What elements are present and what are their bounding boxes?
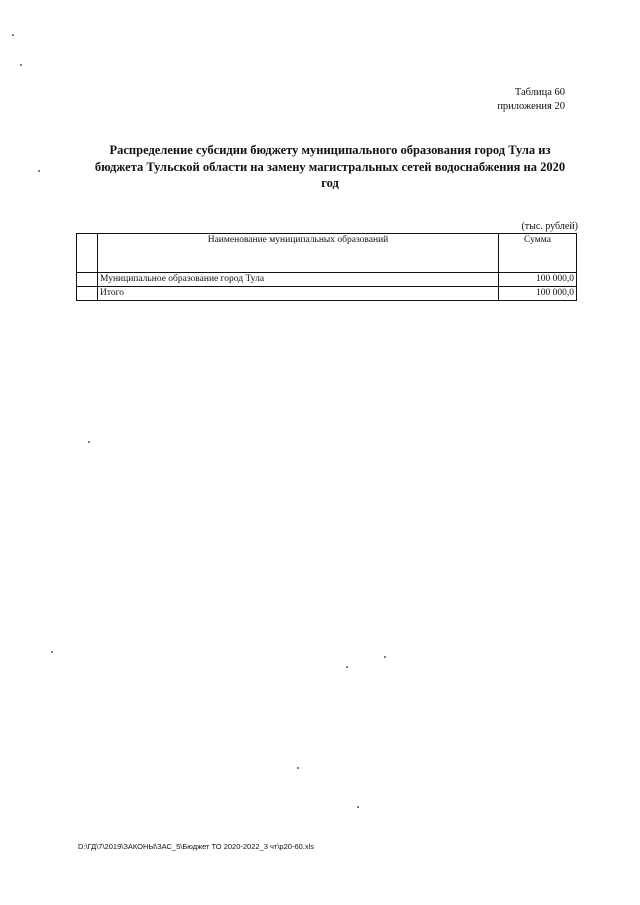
units-label: (тыс. рублей)	[521, 221, 578, 232]
title-line-3: год	[321, 176, 339, 190]
row-amount-cell: 100 000,0	[499, 273, 577, 287]
table-total-row	[77, 287, 577, 301]
subsidy-table	[76, 233, 577, 301]
table-reference	[497, 86, 565, 114]
scan-speck	[88, 441, 90, 443]
title-line-1: Распределение субсидии бюджету муниципального образования город Тула из	[109, 143, 551, 157]
row-name-cell: Муниципальное образование город Тула	[98, 273, 499, 287]
scan-speck	[51, 651, 53, 653]
scan-speck	[20, 64, 22, 66]
header-name-cell: Наименование муниципальных образований	[98, 234, 499, 273]
table-header-row	[77, 234, 577, 273]
document-title	[80, 142, 580, 192]
file-path-footer: D:\ГД\7\2019\ЗАКОНЫ\ЗАС_5\Бюджет ТО 2020-2022_3 чт\р20-60.xls	[78, 842, 315, 851]
scan-speck	[357, 806, 359, 808]
scan-speck	[297, 767, 299, 769]
row-index-cell	[77, 273, 98, 287]
scan-speck	[384, 656, 386, 658]
title-line-2: бюджета Тульской области на замену магистральных сетей водоснабжения на 2020	[94, 159, 566, 174]
scan-speck	[38, 170, 40, 172]
table-number: Таблица 60	[514, 87, 565, 98]
total-index-cell	[77, 287, 98, 301]
appendix-number: приложения 20	[497, 101, 565, 112]
scan-speck	[346, 666, 348, 668]
total-amount-cell: 100 000,0	[499, 287, 577, 301]
header-amount-cell: Сумма	[499, 234, 577, 273]
scan-speck	[12, 34, 14, 36]
header-index-cell	[77, 234, 98, 273]
table-row	[77, 273, 577, 287]
total-label-cell: Итого	[98, 287, 499, 301]
